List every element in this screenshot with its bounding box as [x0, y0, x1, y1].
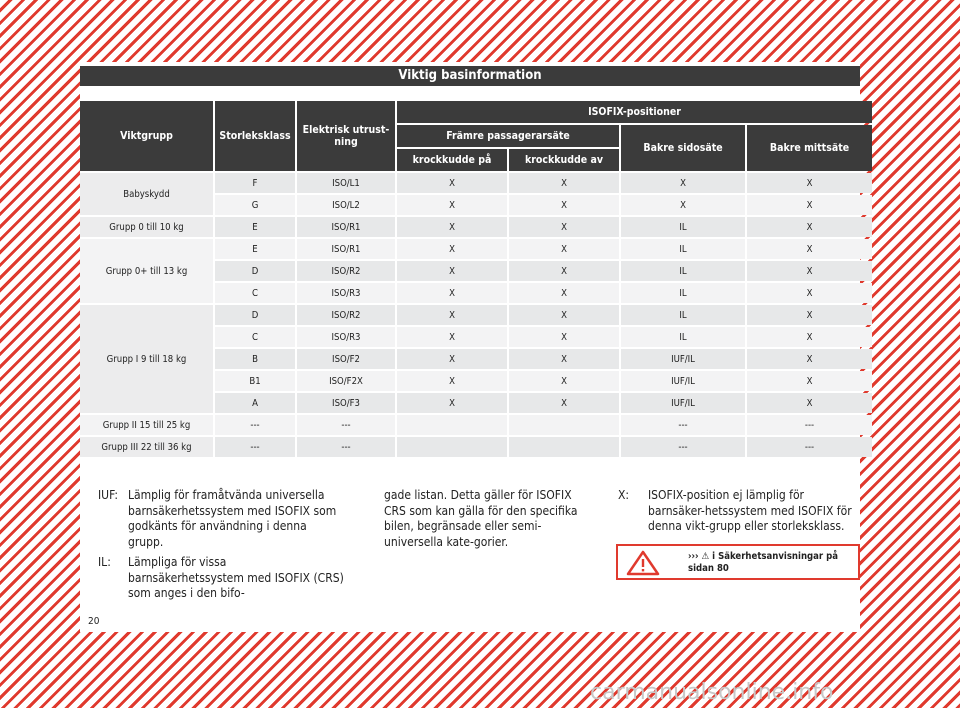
- table-cell: X: [397, 393, 507, 413]
- table-cell: A: [215, 393, 295, 413]
- table-cell: X: [621, 173, 745, 193]
- warning-triangle-icon: [626, 550, 660, 576]
- table-cell: X: [747, 217, 872, 237]
- table-cell: X: [509, 371, 619, 391]
- table-cell: D: [215, 261, 295, 281]
- table-cell: D: [215, 305, 295, 325]
- table-cell: X: [747, 261, 872, 281]
- table-cell: X: [397, 327, 507, 347]
- table-cell: G: [215, 195, 295, 215]
- table-cell: X: [747, 173, 872, 193]
- header-isofix: ISOFIX-positioner: [397, 101, 872, 123]
- note-key: IL:: [98, 555, 111, 569]
- table-cell: ---: [621, 437, 745, 457]
- note-x: [618, 488, 860, 535]
- notes-middle: [384, 488, 596, 550]
- table-cell: X: [397, 305, 507, 325]
- table-cell: IL: [621, 217, 745, 237]
- note-continued: gade listan. Detta gäller för ISOFIX CRS som kan gälla för den specifika bilen, begränsade eller semi-universella kate-gorier.: [384, 488, 578, 549]
- table-cell: E: [215, 217, 295, 237]
- table-cell: ---: [747, 437, 872, 457]
- table-cell: ---: [621, 415, 745, 435]
- table-cell: X: [747, 195, 872, 215]
- table-row: [80, 305, 872, 325]
- table-cell: X: [397, 173, 507, 193]
- notes-right: [618, 488, 860, 535]
- table-cell: ISO/R1: [297, 217, 395, 237]
- table-cell: X: [509, 283, 619, 303]
- table-cell: X: [747, 349, 872, 369]
- table-cell: X: [747, 393, 872, 413]
- table-row: [80, 437, 872, 457]
- table-cell: X: [397, 261, 507, 281]
- table-cell: IUF/IL: [621, 393, 745, 413]
- table-row: [80, 415, 872, 435]
- header-viktgrupp: Viktgrupp: [80, 101, 213, 171]
- table-cell: X: [509, 261, 619, 281]
- table-cell: X: [509, 327, 619, 347]
- table-cell: X: [509, 393, 619, 413]
- note-il: [98, 555, 344, 602]
- note-text: Lämplig för framåtvända universella barnsäkerhetssystem med ISOFIX som godkänts för användning i denna grupp.: [128, 488, 337, 549]
- table-cell: ISO/L2: [297, 195, 395, 215]
- page-title: Viktig basinformation: [80, 66, 860, 86]
- group-cell: Grupp 0+ till 13 kg: [80, 239, 213, 303]
- notes-left: [98, 488, 344, 602]
- table-cell: ---: [297, 437, 395, 457]
- table-cell: [509, 437, 619, 457]
- table-cell: ISO/F3: [297, 393, 395, 413]
- note-iuf: [98, 488, 344, 550]
- table-cell: X: [747, 305, 872, 325]
- table-cell: ISO/R3: [297, 327, 395, 347]
- header-bakre-sido: Bakre sidosäte: [621, 125, 745, 171]
- table-cell: IL: [621, 239, 745, 259]
- table-cell: ISO/R3: [297, 283, 395, 303]
- table-cell: IL: [621, 261, 745, 281]
- header-framre: Främre passagerarsäte: [397, 125, 619, 147]
- note-key: X:: [618, 488, 630, 502]
- note-text: Lämpliga för vissa barnsäkerhetssystem med ISOFIX (CRS) som anges i den bifo-: [128, 555, 344, 600]
- table-cell: IL: [621, 305, 745, 325]
- table-cell: ISO/L1: [297, 173, 395, 193]
- table-cell: X: [747, 239, 872, 259]
- table-cell: IUF/IL: [621, 349, 745, 369]
- table-cell: F: [215, 173, 295, 193]
- table-body: [80, 173, 872, 457]
- table-cell: X: [509, 217, 619, 237]
- table-cell: X: [509, 173, 619, 193]
- table-cell: IL: [621, 327, 745, 347]
- table-cell: ISO/R2: [297, 261, 395, 281]
- table-cell: X: [621, 195, 745, 215]
- table-cell: X: [397, 349, 507, 369]
- table-cell: ---: [215, 415, 295, 435]
- warning-line-1: ››› ⚠ i Säkerhetsanvisningar på: [688, 551, 838, 562]
- table-cell: B1: [215, 371, 295, 391]
- isofix-table: [78, 99, 874, 459]
- table-cell: X: [509, 239, 619, 259]
- table-cell: X: [397, 217, 507, 237]
- table-cell: IL: [621, 283, 745, 303]
- header-krock-pa: krockkudde på: [397, 149, 507, 171]
- table-cell: X: [509, 305, 619, 325]
- table-cell: ISO/F2: [297, 349, 395, 369]
- table-cell: B: [215, 349, 295, 369]
- header-elektrisk: Elektrisk utrust- ning: [297, 101, 395, 171]
- group-cell: Grupp 0 till 10 kg: [80, 217, 213, 237]
- table-cell: X: [397, 195, 507, 215]
- note-text: ISOFIX-position ej lämplig för barnsäker-hetssystem med ISOFIX för denna vikt-grupp eller storleksklass.: [648, 488, 852, 533]
- table-cell: X: [397, 283, 507, 303]
- table-cell: ISO/R2: [297, 305, 395, 325]
- table-cell: ---: [747, 415, 872, 435]
- table-cell: ---: [215, 437, 295, 457]
- table-cell: X: [397, 239, 507, 259]
- warning-link[interactable]: [688, 551, 838, 575]
- table-cell: C: [215, 283, 295, 303]
- table-cell: [509, 415, 619, 435]
- header-krock-av: krockkudde av: [509, 149, 619, 171]
- watermark: carmanualsonline.info: [590, 680, 834, 705]
- table-cell: X: [747, 283, 872, 303]
- table-cell: X: [747, 371, 872, 391]
- table-row: [80, 217, 872, 237]
- table-cell: X: [397, 371, 507, 391]
- table-cell: [397, 437, 507, 457]
- table-cell: C: [215, 327, 295, 347]
- table-cell: X: [747, 327, 872, 347]
- table-cell: ISO/F2X: [297, 371, 395, 391]
- note-key: IUF:: [98, 488, 119, 502]
- header-bakre-mitt: Bakre mittsäte: [747, 125, 872, 171]
- table-cell: X: [509, 195, 619, 215]
- group-cell: Babyskydd: [80, 173, 213, 215]
- table-cell: X: [509, 349, 619, 369]
- page-number: 20: [88, 616, 100, 627]
- table-row: [80, 173, 872, 193]
- warning-line-2: sidan 80: [688, 563, 729, 574]
- table-cell: IUF/IL: [621, 371, 745, 391]
- warning-box[interactable]: [616, 544, 860, 580]
- table-row: [80, 239, 872, 259]
- table-cell: E: [215, 239, 295, 259]
- header-storleksklass: Storleksklass: [215, 101, 295, 171]
- group-cell: Grupp II 15 till 25 kg: [80, 415, 213, 435]
- table-cell: [397, 415, 507, 435]
- table-cell: ISO/R1: [297, 239, 395, 259]
- group-cell: Grupp III 22 till 36 kg: [80, 437, 213, 457]
- table-cell: ---: [297, 415, 395, 435]
- group-cell: Grupp I 9 till 18 kg: [80, 305, 213, 413]
